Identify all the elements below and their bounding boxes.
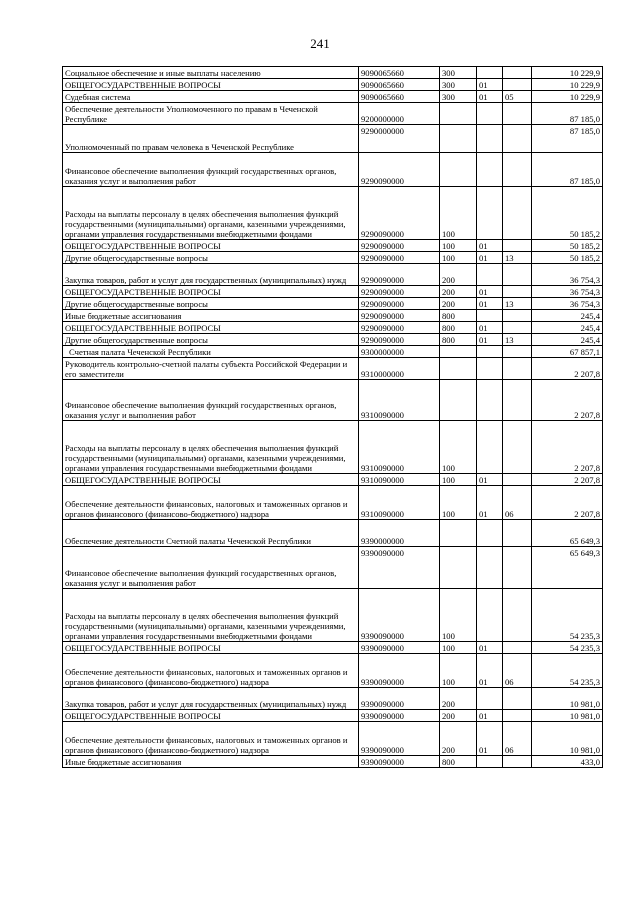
- row-expense-type-cell: [440, 358, 477, 380]
- table-row: [63, 589, 603, 642]
- row-name-cell: Руководитель контрольно-счетной палаты субъекта Российской Федерации и его заместители: [63, 358, 359, 380]
- row-subsection-cell: [503, 153, 532, 187]
- table-row: [63, 125, 603, 153]
- table-row: [63, 380, 603, 421]
- table-row: [63, 79, 603, 91]
- row-target-article-cell: 9290090000: [359, 322, 440, 334]
- row-section-cell: 01: [477, 298, 503, 310]
- row-amount-cell: 54 235,3: [532, 654, 603, 688]
- table-row: [63, 710, 603, 722]
- row-subsection-cell: [503, 240, 532, 252]
- row-target-article-cell: 9290090000: [359, 310, 440, 322]
- row-expense-type-cell: 800: [440, 756, 477, 768]
- table-row: [63, 520, 603, 547]
- row-section-cell: 01: [477, 322, 503, 334]
- row-target-article-cell: 9310090000: [359, 421, 440, 474]
- row-target-article-cell: 9310090000: [359, 474, 440, 486]
- row-section-cell: 01: [477, 252, 503, 264]
- row-amount-cell: 10 229,9: [532, 79, 603, 91]
- budget-table: [62, 66, 603, 768]
- row-target-article-cell: 9090065660: [359, 79, 440, 91]
- row-expense-type-cell: 200: [440, 710, 477, 722]
- row-name-cell: Финансовое обеспечение выполнения функций государственных органов, оказания услуг и выполнения работ: [63, 380, 359, 421]
- row-expense-type-cell: 300: [440, 79, 477, 91]
- row-target-article-cell: 9290090000: [359, 334, 440, 346]
- row-name-cell: ОБЩЕГОСУДАРСТВЕННЫЕ ВОПРОСЫ: [63, 240, 359, 252]
- row-expense-type-cell: 800: [440, 334, 477, 346]
- row-section-cell: [477, 187, 503, 240]
- row-name-cell: ОБЩЕГОСУДАРСТВЕННЫЕ ВОПРОСЫ: [63, 642, 359, 654]
- row-subsection-cell: [503, 474, 532, 486]
- row-subsection-cell: [503, 421, 532, 474]
- row-amount-cell: 67 857,1: [532, 346, 603, 358]
- row-section-cell: 01: [477, 474, 503, 486]
- row-subsection-cell: [503, 187, 532, 240]
- row-name-cell: Иные бюджетные ассигнования: [63, 756, 359, 768]
- row-section-cell: 01: [477, 486, 503, 520]
- row-name-cell: ОБЩЕГОСУДАРСТВЕННЫЕ ВОПРОСЫ: [63, 79, 359, 91]
- row-amount-cell: 65 649,3: [532, 547, 603, 589]
- row-name-cell: ОБЩЕГОСУДАРСТВЕННЫЕ ВОПРОСЫ: [63, 322, 359, 334]
- row-name-cell: Обеспечение деятельности Счетной палаты Чеченской Республики: [63, 520, 359, 547]
- row-name-cell: Другие общегосударственные вопросы: [63, 252, 359, 264]
- row-amount-cell: 2 207,8: [532, 474, 603, 486]
- row-amount-cell: 36 754,3: [532, 298, 603, 310]
- row-subsection-cell: [503, 642, 532, 654]
- row-section-cell: 01: [477, 91, 503, 103]
- row-subsection-cell: [503, 67, 532, 79]
- row-amount-cell: 10 981,0: [532, 710, 603, 722]
- row-subsection-cell: [503, 310, 532, 322]
- row-amount-cell: 2 207,8: [532, 358, 603, 380]
- table-row: [63, 298, 603, 310]
- row-target-article-cell: 9090065660: [359, 67, 440, 79]
- row-expense-type-cell: 100: [440, 240, 477, 252]
- table-row: [63, 756, 603, 768]
- row-amount-cell: 87 185,0: [532, 153, 603, 187]
- row-name-cell: Другие общегосударственные вопросы: [63, 298, 359, 310]
- row-name-cell: ОБЩЕГОСУДАРСТВЕННЫЕ ВОПРОСЫ: [63, 286, 359, 298]
- row-expense-type-cell: 200: [440, 264, 477, 286]
- table-row: [63, 474, 603, 486]
- row-amount-cell: 10 229,9: [532, 91, 603, 103]
- row-section-cell: [477, 520, 503, 547]
- row-subsection-cell: 06: [503, 722, 532, 756]
- row-name-cell: Закупка товаров, работ и услуг для государственных (муниципальных) нужд: [63, 688, 359, 710]
- row-expense-type-cell: 200: [440, 722, 477, 756]
- row-section-cell: 01: [477, 79, 503, 91]
- row-section-cell: 01: [477, 710, 503, 722]
- row-section-cell: [477, 589, 503, 642]
- row-expense-type-cell: 100: [440, 252, 477, 264]
- row-amount-cell: 245,4: [532, 334, 603, 346]
- row-name-cell: Обеспечение деятельности Уполномоченного по правам в Чеченской Республике: [63, 103, 359, 125]
- row-section-cell: [477, 358, 503, 380]
- row-section-cell: [477, 264, 503, 286]
- row-target-article-cell: 9290000000: [359, 125, 440, 153]
- row-expense-type-cell: 100: [440, 654, 477, 688]
- row-expense-type-cell: [440, 380, 477, 421]
- row-expense-type-cell: 300: [440, 67, 477, 79]
- row-target-article-cell: 9290090000: [359, 153, 440, 187]
- row-section-cell: [477, 310, 503, 322]
- row-amount-cell: 2 207,8: [532, 421, 603, 474]
- table-row: [63, 103, 603, 125]
- row-name-cell: Расходы на выплаты персоналу в целях обеспечения выполнения функций государственными (муниципальными) органами, казенными учреждениями, органами управления государственными внебюджетными фондами: [63, 421, 359, 474]
- row-name-cell: Счетная палата Чеченской Республики: [63, 346, 359, 358]
- row-target-article-cell: 9290090000: [359, 298, 440, 310]
- table-row: [63, 91, 603, 103]
- row-target-article-cell: 9390090000: [359, 722, 440, 756]
- row-subsection-cell: [503, 358, 532, 380]
- row-subsection-cell: [503, 79, 532, 91]
- row-target-article-cell: 9290090000: [359, 187, 440, 240]
- row-subsection-cell: [503, 322, 532, 334]
- row-target-article-cell: 9390090000: [359, 756, 440, 768]
- row-section-cell: [477, 547, 503, 589]
- row-section-cell: 01: [477, 286, 503, 298]
- table-row: [63, 310, 603, 322]
- row-amount-cell: 2 207,8: [532, 486, 603, 520]
- row-target-article-cell: 9290090000: [359, 286, 440, 298]
- table-row: [63, 153, 603, 187]
- row-expense-type-cell: 100: [440, 421, 477, 474]
- row-expense-type-cell: 100: [440, 642, 477, 654]
- row-expense-type-cell: 800: [440, 310, 477, 322]
- row-target-article-cell: 9390090000: [359, 642, 440, 654]
- row-section-cell: 01: [477, 722, 503, 756]
- row-name-cell: Финансовое обеспечение выполнения функций государственных органов, оказания услуг и выполнения работ: [63, 153, 359, 187]
- row-target-article-cell: 9390090000: [359, 710, 440, 722]
- row-amount-cell: 50 185,2: [532, 252, 603, 264]
- row-subsection-cell: [503, 125, 532, 153]
- table-row: [63, 688, 603, 710]
- row-section-cell: 01: [477, 240, 503, 252]
- row-target-article-cell: 9290090000: [359, 240, 440, 252]
- row-target-article-cell: 9390090000: [359, 589, 440, 642]
- row-amount-cell: 65 649,3: [532, 520, 603, 547]
- row-target-article-cell: 9310090000: [359, 380, 440, 421]
- page-number: 241: [310, 36, 330, 51]
- row-amount-cell: 245,4: [532, 310, 603, 322]
- table-row: [63, 187, 603, 240]
- row-target-article-cell: 9390090000: [359, 547, 440, 589]
- row-subsection-cell: [503, 520, 532, 547]
- row-subsection-cell: 13: [503, 298, 532, 310]
- row-target-article-cell: 9290090000: [359, 264, 440, 286]
- row-subsection-cell: 05: [503, 91, 532, 103]
- row-name-cell: Обеспечение деятельности финансовых, налоговых и таможенных органов и органов финансового (финансово-бюджетного) надзора: [63, 486, 359, 520]
- row-name-cell: Иные бюджетные ассигнования: [63, 310, 359, 322]
- row-subsection-cell: [503, 710, 532, 722]
- row-section-cell: [477, 380, 503, 421]
- table-row: [63, 421, 603, 474]
- row-name-cell: ОБЩЕГОСУДАРСТВЕННЫЕ ВОПРОСЫ: [63, 474, 359, 486]
- table-row: [63, 334, 603, 346]
- table-row: [63, 240, 603, 252]
- row-amount-cell: 433,0: [532, 756, 603, 768]
- row-amount-cell: 36 754,3: [532, 286, 603, 298]
- row-amount-cell: 87 185,0: [532, 103, 603, 125]
- budget-table-body: [63, 67, 603, 768]
- row-expense-type-cell: 100: [440, 486, 477, 520]
- table-row: [63, 642, 603, 654]
- row-target-article-cell: 9390090000: [359, 688, 440, 710]
- row-expense-type-cell: [440, 153, 477, 187]
- table-row: [63, 264, 603, 286]
- table-row: [63, 486, 603, 520]
- row-target-article-cell: 9390000000: [359, 520, 440, 547]
- row-subsection-cell: [503, 103, 532, 125]
- table-row: [63, 358, 603, 380]
- row-name-cell: ОБЩЕГОСУДАРСТВЕННЫЕ ВОПРОСЫ: [63, 710, 359, 722]
- row-expense-type-cell: [440, 346, 477, 358]
- row-name-cell: Уполномоченный по правам человека в Чеченской Республике: [63, 125, 359, 153]
- row-amount-cell: 10 981,0: [532, 688, 603, 710]
- row-subsection-cell: [503, 346, 532, 358]
- row-target-article-cell: 9290090000: [359, 252, 440, 264]
- row-name-cell: Социальное обеспечение и иные выплаты населению: [63, 67, 359, 79]
- row-name-cell: Расходы на выплаты персоналу в целях обеспечения выполнения функций государственными (муниципальными) органами, казенными учреждениями, органами управления государственными внебюджетными фондами: [63, 187, 359, 240]
- row-amount-cell: 50 185,2: [532, 240, 603, 252]
- row-subsection-cell: [503, 589, 532, 642]
- row-name-cell: Расходы на выплаты персоналу в целях обеспечения выполнения функций государственными (муниципальными) органами, казенными учреждениями, органами управления государственными внебюджетными фондами: [63, 589, 359, 642]
- row-name-cell: Другие общегосударственные вопросы: [63, 334, 359, 346]
- row-expense-type-cell: 100: [440, 589, 477, 642]
- row-subsection-cell: 06: [503, 486, 532, 520]
- row-section-cell: [477, 103, 503, 125]
- row-amount-cell: 54 235,3: [532, 589, 603, 642]
- table-row: [63, 547, 603, 589]
- row-amount-cell: 87 185,0: [532, 125, 603, 153]
- row-subsection-cell: [503, 688, 532, 710]
- row-section-cell: 01: [477, 654, 503, 688]
- row-subsection-cell: [503, 547, 532, 589]
- row-amount-cell: 2 207,8: [532, 380, 603, 421]
- table-row: [63, 252, 603, 264]
- row-expense-type-cell: 100: [440, 187, 477, 240]
- row-section-cell: [477, 756, 503, 768]
- row-amount-cell: 245,4: [532, 322, 603, 334]
- row-amount-cell: 10 981,0: [532, 722, 603, 756]
- row-name-cell: Судебная система: [63, 91, 359, 103]
- table-row: [63, 286, 603, 298]
- row-section-cell: [477, 688, 503, 710]
- row-expense-type-cell: 200: [440, 286, 477, 298]
- row-expense-type-cell: [440, 125, 477, 153]
- row-section-cell: 01: [477, 334, 503, 346]
- row-section-cell: 01: [477, 642, 503, 654]
- row-expense-type-cell: [440, 103, 477, 125]
- table-row: [63, 346, 603, 358]
- row-amount-cell: 50 185,2: [532, 187, 603, 240]
- row-expense-type-cell: [440, 520, 477, 547]
- row-name-cell: Обеспечение деятельности финансовых, налоговых и таможенных органов и органов финансового (финансово-бюджетного) надзора: [63, 654, 359, 688]
- row-expense-type-cell: 100: [440, 474, 477, 486]
- row-expense-type-cell: 300: [440, 91, 477, 103]
- row-target-article-cell: 9300000000: [359, 346, 440, 358]
- row-expense-type-cell: 200: [440, 298, 477, 310]
- row-target-article-cell: 9200000000: [359, 103, 440, 125]
- row-section-cell: [477, 346, 503, 358]
- row-amount-cell: 54 235,3: [532, 642, 603, 654]
- row-subsection-cell: [503, 264, 532, 286]
- row-expense-type-cell: [440, 547, 477, 589]
- table-row: [63, 67, 603, 79]
- row-section-cell: [477, 125, 503, 153]
- table-row: [63, 322, 603, 334]
- row-subsection-cell: 13: [503, 334, 532, 346]
- row-name-cell: Обеспечение деятельности финансовых, налоговых и таможенных органов и органов финансового (финансово-бюджетного) надзора: [63, 722, 359, 756]
- row-name-cell: Закупка товаров, работ и услуг для государственных (муниципальных) нужд: [63, 264, 359, 286]
- row-subsection-cell: [503, 756, 532, 768]
- table-row: [63, 654, 603, 688]
- row-subsection-cell: 06: [503, 654, 532, 688]
- row-target-article-cell: 9390090000: [359, 654, 440, 688]
- row-section-cell: [477, 421, 503, 474]
- row-amount-cell: 10 229,9: [532, 67, 603, 79]
- row-subsection-cell: [503, 380, 532, 421]
- row-target-article-cell: 9310090000: [359, 486, 440, 520]
- row-subsection-cell: 13: [503, 252, 532, 264]
- row-section-cell: [477, 67, 503, 79]
- row-expense-type-cell: 200: [440, 688, 477, 710]
- table-row: [63, 722, 603, 756]
- row-target-article-cell: 9090065660: [359, 91, 440, 103]
- row-amount-cell: 36 754,3: [532, 264, 603, 286]
- row-section-cell: [477, 153, 503, 187]
- row-expense-type-cell: 800: [440, 322, 477, 334]
- row-subsection-cell: [503, 286, 532, 298]
- row-target-article-cell: 9310000000: [359, 358, 440, 380]
- row-name-cell: Финансовое обеспечение выполнения функций государственных органов, оказания услуг и выполнения работ: [63, 547, 359, 589]
